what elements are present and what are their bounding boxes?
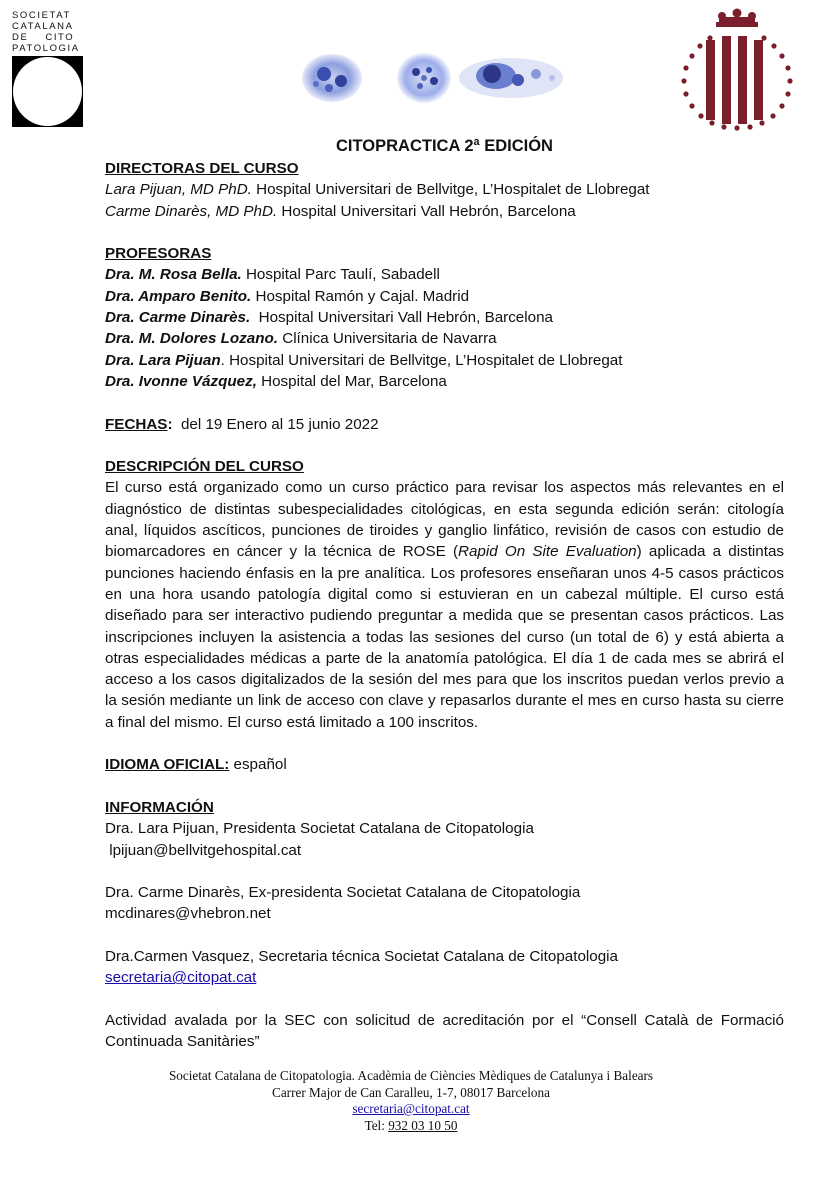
professor-item (105, 307, 784, 328)
footer-address-line: Carrer Major de Can Caralleu, 1-7, 08017 Barcelona (272, 1084, 550, 1100)
description-text (105, 477, 784, 733)
professor-name: Dra. M. Rosa Bella. (105, 266, 242, 284)
professor-name: Dra. Amparo Benito. (105, 287, 252, 305)
professor-name: Dra. Ivonne Vázquez, (105, 372, 257, 390)
logo-emblem (12, 56, 83, 127)
professor-item (105, 350, 784, 371)
professor-name: Dra. Carme Dinarès. (105, 309, 251, 327)
logo-text-line: SOCIETAT (12, 10, 71, 21)
professor-affiliation: Hospital del Mar, Barcelona (256, 372, 447, 390)
professor-affiliation: Hospital Universitari Vall Hebrón, Barcelona (250, 309, 553, 327)
document-title: CITOPRACTICA 2ª EDICIÓN (336, 137, 553, 155)
description-heading: DESCRIPCIÓN DEL CURSO (105, 458, 304, 476)
description-text-part: ) aplicada a distintas punciones haciendo énfasis en la pre analítica. Los profesores enseñaran unos 4-5 casos prácticos en una hora usando patología digital como si estuvieran en un cabezal múltiple. El curso está diseñado para ser interactivo pudiendo preguntar a medida que se presentan casos prácticos. Las inscripciones incluyen la asistencia a todas las sesiones del curso (un total de 6) y está abierta a otras especialidades médicas a parte de la anatomía patológica. El día 1 de cada mes se abrirá el acceso a los casos digitalizados de la sesión del mes para que los inscritos puedan verlos previo a la sesión mediante un link de acceso con clave y repasarlos durante el mes en curso hasta su cierre a final del mismo. El curso está limitado a 100 inscritos. (105, 543, 785, 731)
professor-affiliation: Hospital Ramón y Cajal. Madrid (251, 287, 470, 305)
description-text-part: El curso está organizado como un curso práctico para revisar los aspectos más relevantes en el diagnóstico de distintas subespecialidades citológicas, en esta segunda edición serán: citología anal, líquidos ascíticos, punciones de tiroides y ganglio linfático, revisión de casos con estudio de biomarcadores en cáncer y la técnica de ROSE ( (105, 479, 784, 561)
footer-email-link[interactable]: secretaria@citopat.cat (352, 1101, 470, 1117)
page-footer (100, 1068, 722, 1134)
professor-item (105, 328, 784, 349)
cell-cluster-1 (302, 54, 362, 102)
director-item (105, 179, 784, 200)
cell-cluster-3 (459, 58, 563, 98)
contact-line: Dra. Lara Pijuan, Presidenta Societat Catalana de Citopatologia (105, 820, 534, 838)
director-name: Carme Dinarès, MD PhD. (105, 202, 278, 220)
language-line (105, 754, 784, 775)
description-text-italic: Rapid On Site Evaluation (458, 543, 637, 561)
professor-name: Dra. Lara Pijuan (105, 351, 221, 369)
professor-item (105, 286, 784, 307)
professor-affiliation: . Hospital Universitari de Bellvitge, L’Hospitalet de Llobregat (220, 351, 623, 369)
secretaria-email-link[interactable]: secretaria@citopat.cat (105, 969, 257, 987)
contact-line: Dra.Carmen Vasquez, Secretaria técnica Societat Catalana de Citopatologia (105, 947, 618, 965)
director-affiliation: Hospital Universitari Vall Hebrón, Barcelona (277, 202, 576, 220)
director-affiliation: Hospital Universitari de Bellvitge, L’Hospitalet de Llobregat (251, 181, 650, 199)
dates-label: FECHAS (105, 415, 168, 433)
info-heading: INFORMACIÓN (105, 798, 214, 816)
footer-tel-line (100, 1118, 722, 1135)
professor-name: Dra. M. Dolores Lozano. (105, 330, 278, 348)
directors-heading: DIRECTORAS DEL CURSO (105, 160, 299, 177)
dates-line (105, 414, 784, 435)
contact-email[interactable]: mcdinares@vhebron.net (105, 905, 271, 923)
dates-colon: : (167, 415, 173, 433)
professor-affiliation: Clínica Universitaria de Navarra (278, 330, 497, 348)
academy-crest-logo (672, 6, 802, 134)
logo-text-line: PATOLOGIA (12, 43, 80, 54)
contact-line: Dra. Carme Dinarès, Ex-presidenta Societat Catalana de Citopatologia (105, 884, 581, 902)
accreditation-text: Actividad avalada por la SEC con solicitud de acreditación por el “Consell Català de Formació Continuada Sanitàries” (105, 1011, 784, 1051)
language-value: español (229, 756, 287, 774)
professor-item (105, 264, 784, 285)
professor-affiliation: Hospital Parc Taulí, Sabadell (241, 266, 440, 284)
dates-value: del 19 Enero al 15 junio 2022 (172, 415, 379, 433)
professors-heading: PROFESORAS (105, 245, 212, 263)
footer-org-line: Societat Catalana de Citopatologia. Acadèmia de Ciències Mèdiques de Catalunya i Balears (168, 1068, 654, 1083)
language-label: IDIOMA OFICIAL: (105, 756, 230, 774)
contact-email[interactable]: lpijuan@bellvitgehospital.cat (105, 841, 302, 859)
document-body (105, 134, 784, 1052)
cell-cluster-2 (397, 53, 451, 103)
crest-stripes (706, 36, 763, 124)
crown-icon (716, 9, 758, 28)
society-logo (12, 10, 84, 127)
logo-text-line: CATALANA (12, 21, 74, 32)
footer-tel-number[interactable]: 932 03 10 50 (388, 1117, 458, 1133)
footer-tel-label: Tel: (364, 1117, 389, 1133)
professor-item (105, 371, 784, 392)
cytology-cell-images (296, 48, 566, 108)
director-name: Lara Pijuan, MD PhD. (105, 181, 252, 199)
logo-text-line: DE CITO (12, 32, 75, 43)
director-item (105, 201, 784, 222)
